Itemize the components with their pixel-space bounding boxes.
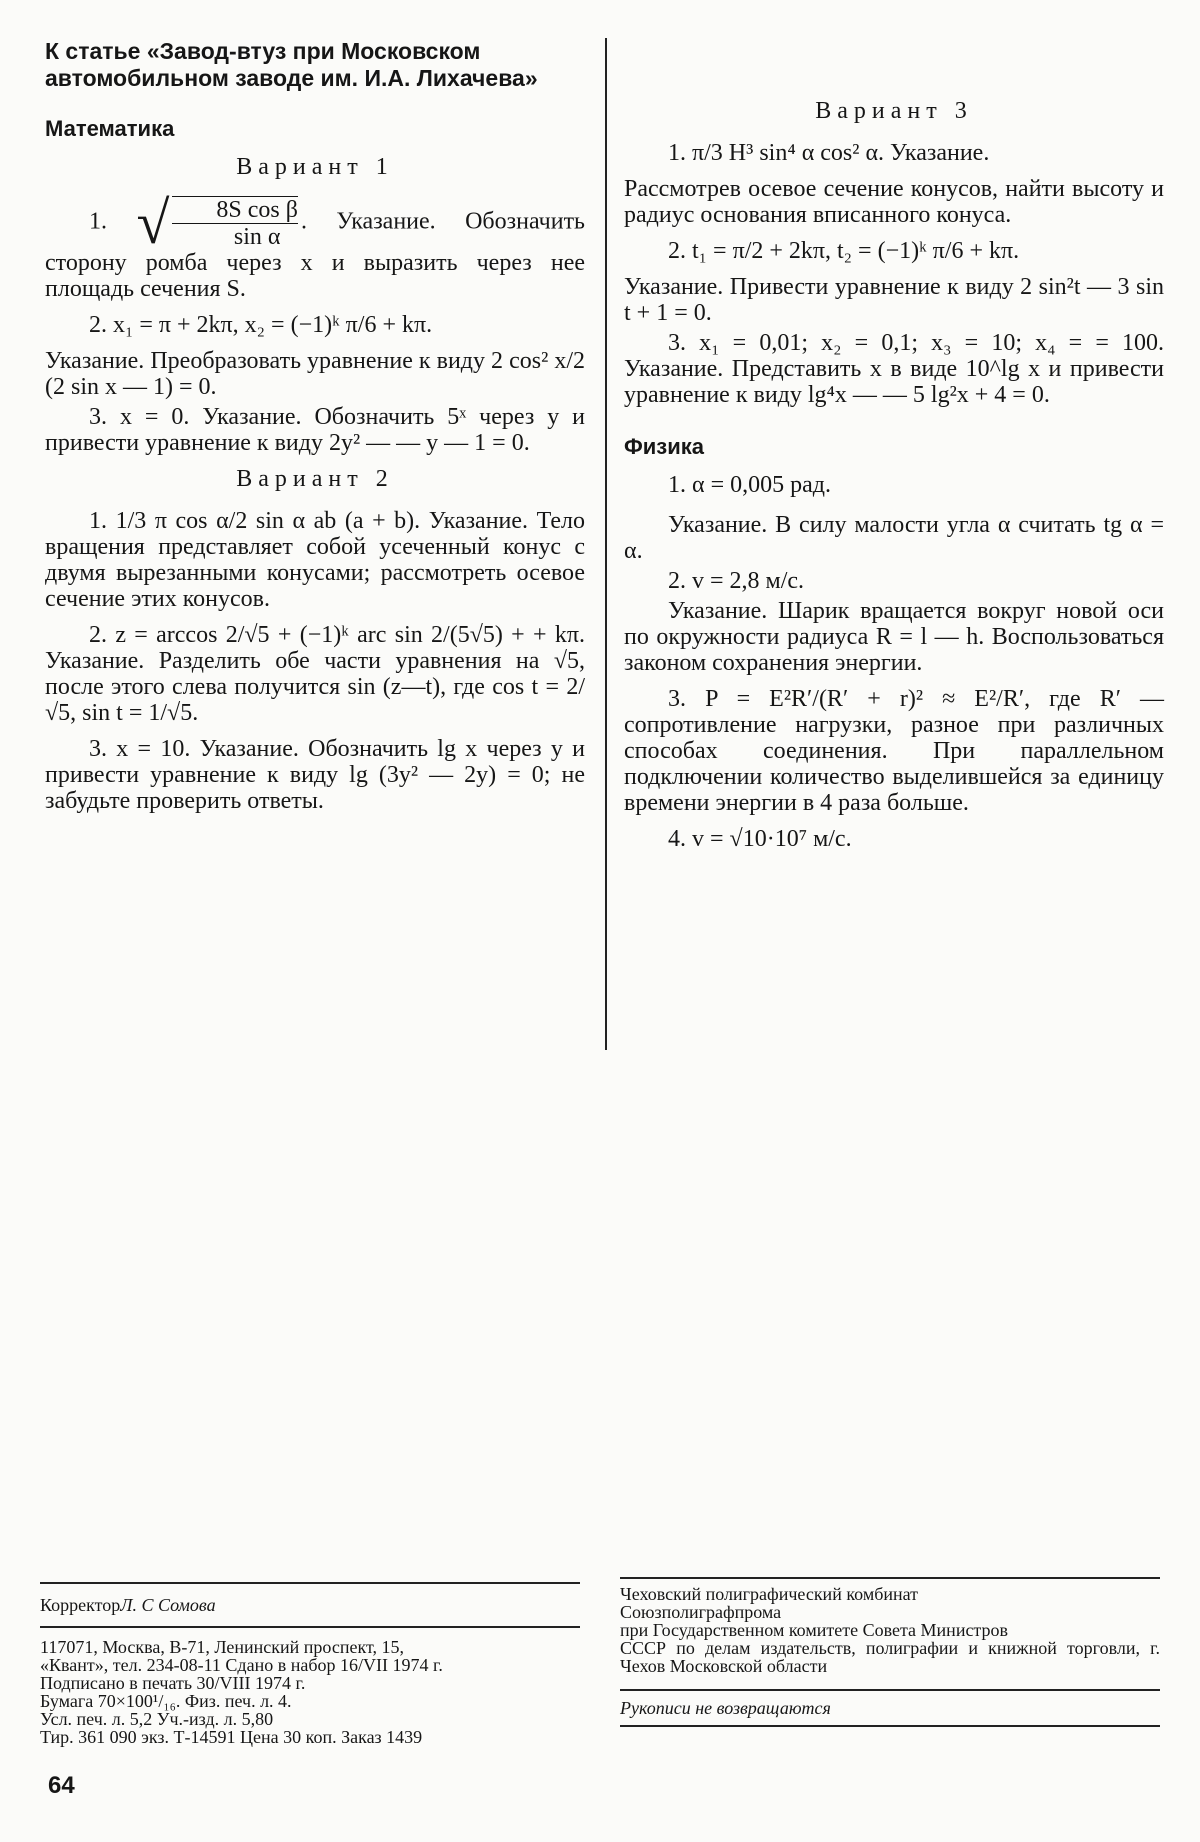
phys-answer-2: 2. v = 2,8 м/с. (668, 568, 805, 594)
variant-2-heading: Вариант 2 (236, 466, 394, 492)
imprint-line-2: «Квант», тел. 234-08-11 Сдано в набор 16/VII 1974 г. (40, 1655, 443, 1675)
v3-answer-2-hint: Указание. Привести уравнение к виду 2 sin²t — 3 sin t + 1 = 0. (624, 274, 1164, 326)
v3-answer-3: 3. x₁ = 0,01; x₂ = 0,1; x₃ = 10; x₄ = = 100. Указание. Представить x в виде 10^lg x и привести уравнение к виду lg⁴x — — 5 lg²x + 4 = 0. (624, 330, 1165, 408)
imprint-line-5: Усл. печ. л. 5,2 Уч.-изд. л. 5,80 (40, 1709, 274, 1729)
manuscripts-note: Рукописи не возвращаются (620, 1698, 831, 1718)
imprint-line-4: Бумага 70×100¹/₁₆. Физ. печ. л. 4. (40, 1691, 292, 1711)
v2-answer-3: 3. x = 10. Указание. Обозначить lg x через y и привести уравнение к виду lg (3y² — 2y) = 0; не забудьте проверить ответы. (45, 736, 586, 814)
divider (40, 1582, 580, 1584)
v3-answer-1: 1. π/3 H³ sin⁴ α cos² α. Указание. (668, 140, 990, 166)
phys-answer-3: 3. P = E²R′/(R′ + r)² ≈ E²/R′, где R′ — сопротивление нагрузки, разное при различных способах соединения. При параллельном подключении количество выделившейся за единицу времени энергии в 4 раза больше. (624, 686, 1165, 816)
divider (620, 1689, 1160, 1691)
v2-answer-1: 1. 1/3 π cos α/2 sin α ab (a + b). Указание. Тело вращения представляет собой усеченный конус с двумя вырезанными конусами; рассмотреть осевое сечение этих конусов. (45, 508, 585, 612)
radical-sign: √ (136, 190, 170, 256)
v1-answer-1: 1. √ $\frac{\text{8S cos β}}{\text{sin α}}$ . Указание. Обозначить сторону ромба через x и выразить через нее площадь сечения S. (45, 190, 586, 302)
imprint-line-1: 117071, Москва, В-71, Ленинский проспект, 15, (40, 1637, 405, 1657)
physics-section-heading: Физика (624, 434, 705, 459)
sqrt-fraction: $\frac{\text{8S cos β}}{\text{sin α}}$ (172, 196, 298, 250)
divider (620, 1577, 1160, 1579)
variant-1-heading: Вариант 1 (236, 154, 394, 180)
v1-answer-2-hint: Указание. Преобразовать уравнение к виду 2 cos² x/2 (2 sin x — 1) = 0. (45, 348, 585, 400)
page-number: 64 (48, 1772, 75, 1799)
left-column (45, 38, 585, 818)
math-section-heading: Математика (45, 116, 175, 141)
printer-line-3: при Государственном комитете Совета Министров (620, 1620, 1009, 1640)
divider (620, 1725, 1160, 1727)
v1-answer-2: 2. x₁ = π + 2kπ, x₂ = (−1)ᵏ π/6 + kπ. (89, 312, 433, 338)
v2-answer-2: 2. z = arccos 2/√5 + (−1)ᵏ arc sin 2/(5√5) + + kπ. Указание. Разделить обе части уравнения на √5, после этого слева получится sin (z—t), где cos t = 2/√5, sin t = 1/√5. (45, 622, 585, 726)
right-column (624, 38, 1164, 862)
divider (40, 1626, 580, 1628)
imprint-line-3: Подписано в печать 30/VIII 1974 г. (40, 1673, 306, 1693)
phys-answer-1-hint: Указание. В силу малости угла α считать tg α = α. (624, 512, 1164, 564)
column-divider (605, 38, 607, 1050)
printer-block (620, 1577, 1160, 1727)
phys-answer-4: 4. v = √10·10⁷ м/с. (668, 826, 852, 852)
v3-answer-2: 2. t₁ = π/2 + 2kπ, t₂ = (−1)ᵏ π/6 + kπ. (668, 238, 1020, 264)
phys-answer-2-hint: Указание. Шарик вращается вокруг новой оси по окружности радиуса R = l — h. Воспользоваться законом сохранения энергии. (624, 598, 1164, 676)
variant-3-heading: Вариант 3 (815, 98, 973, 124)
imprint-line-6: Тир. 361 090 экз. Т-14591 Цена 30 коп. Заказ 1439 (40, 1727, 423, 1747)
printer-line-1: Чеховский полиграфический комбинат (620, 1584, 919, 1604)
corrector-line: КорректорЛ. С Сомова (40, 1595, 216, 1615)
article-title: К статье «Завод-втуз при Московском автомобильном заводе им. И.А. Лихачева» (45, 38, 538, 91)
phys-answer-1: 1. α = 0,005 рад. (668, 472, 831, 498)
v1-answer-3: 3. x = 0. Указание. Обозначить 5ˣ через y и привести уравнение к виду 2y² — — y — 1 = 0. (45, 404, 586, 456)
printer-line-4: СССР по делам издательств, полиграфии и книжной торговли, г. Чехов Московской области (620, 1638, 1160, 1676)
v3-answer-1-hint: Рассмотрев осевое сечение конусов, найти высоту и радиус основания вписанного конуса. (624, 176, 1164, 228)
printer-line-2: Союзполиграфпрома (620, 1602, 782, 1622)
imprint-block (40, 1582, 580, 1746)
